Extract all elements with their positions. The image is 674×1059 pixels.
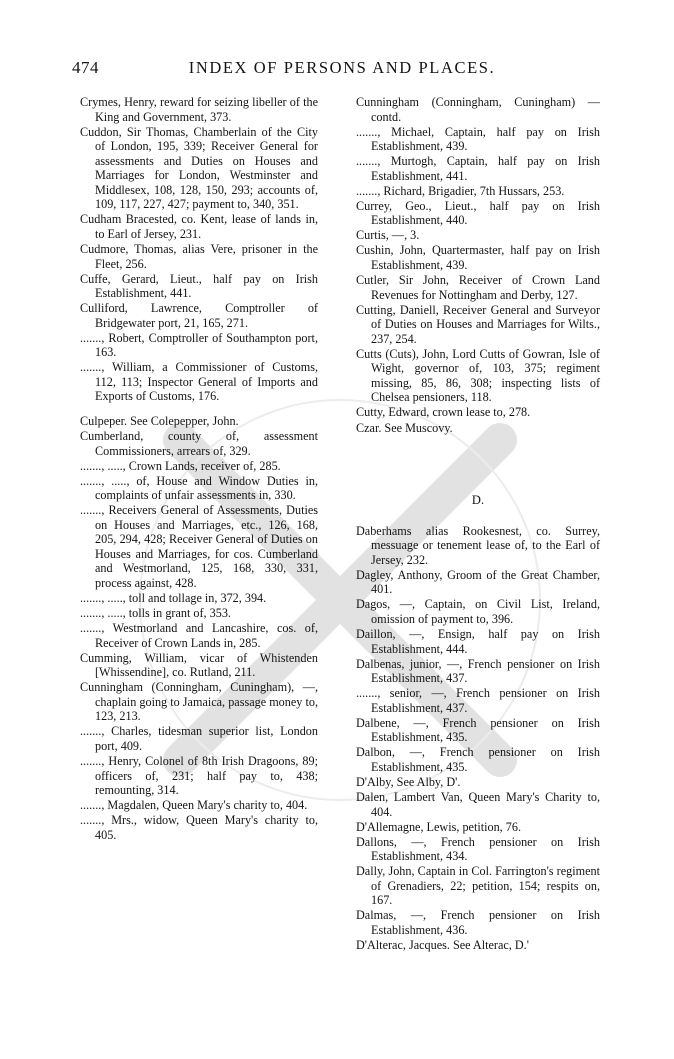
- index-entry: Cunningham (Conningham, Cuningham) —contd.: [356, 95, 600, 124]
- index-entry: Cutts (Cuts), John, Lord Cutts of Gowran, Isle of Wight, governor of, 103, 375; regiment missing, 85, 86, 308; inspecting lists of Chelsea pensioners, 118.: [356, 346, 600, 405]
- index-entry: Dalbene, —, French pensioner on Irish Establishment, 435.: [356, 715, 600, 745]
- index-entry: D'Allemagne, Lewis, petition, 76.: [356, 819, 522, 834]
- section-letter-heading: D.: [471, 493, 485, 508]
- index-entry: Cutty, Edward, crown lease to, 278.: [356, 405, 531, 420]
- running-title: INDEX OF PERSONS AND PLACES.: [188, 58, 496, 77]
- index-entry: Cushin, John, Quartermaster, half pay on Irish Establishment, 439.: [356, 243, 600, 273]
- index-entry: Dalen, Lambert Van, Queen Mary's Charity to, 404.: [356, 789, 600, 819]
- index-entry: Daillon, —, Ensign, half pay on Irish Establishment, 444.: [356, 626, 600, 656]
- index-entry: ......., ....., of, House and Window Duties in, complaints of unfair assessments in, 330.: [80, 473, 318, 503]
- index-entry: Cutting, Daniell, Receiver General and Surveyor of Duties on Houses and Marriages for Wilts., 237, 254.: [356, 302, 600, 346]
- index-entry: ......., ....., tolls in grant of, 353.: [80, 606, 231, 621]
- index-entry: Curtis, —, 3.: [356, 228, 420, 243]
- index-entry: Dallons, —, French pensioner on Irish Establishment, 434.: [356, 834, 600, 864]
- index-entry: ......., Westmorland and Lancashire, cos. of, Receiver of Crown Lands in, 285.: [80, 621, 318, 650]
- index-entry: ......., Receivers General of Assessments, Duties on Houses and Marriages, etc., 126, 168, 205, 294, 428; Receiver General of Duties on Houses and Marriages, for cos. Cumberland and Westmorland, 125, 168, 330, 331, process against, 428.: [80, 503, 318, 590]
- index-entry: ......., Magdalen, Queen Mary's charity to, 404.: [80, 798, 308, 813]
- page-header: [72, 58, 612, 82]
- index-entry: D'Alterac, Jacques. See Alterac, D.': [356, 937, 529, 952]
- index-entry: Cumberland, county of, assessment Commissioners, arrears of, 329.: [80, 429, 318, 458]
- index-entry: Culpeper. See Colepepper, John.: [80, 413, 239, 428]
- index-entry: Dalbenas, junior, —, French pensioner on Irish Establishment, 437.: [356, 656, 600, 686]
- index-entry: Dally, John, Captain in Col. Farrington's regiment of Grenadiers, 22; petition, 154; respits on, 167.: [356, 864, 600, 908]
- page-number: 474: [72, 58, 99, 77]
- index-entry: Cunningham (Conningham, Cuningham), —, chaplain going to Jamaica, passage money to, 123, 213.: [80, 680, 318, 724]
- index-entry: Currey, Geo., Lieut., half pay on Irish Establishment, 440.: [356, 198, 600, 228]
- index-entry: Cuddon, Sir Thomas, Chamberlain of the City of London, 195, 339; Receiver General for assessments and Duties on Houses and Marriages for London, Westminster and Middlesex, 108, 128, 150, 293; accounts of, 109, 117, 227, 427; payment to, 340, 351.: [80, 124, 318, 212]
- index-entry: ......., Robert, Comptroller of Southampton port, 163.: [80, 330, 318, 360]
- index-entry: ......., William, a Commissioner of Customs, 112, 113; Inspector General of Imports and Exports of Customs, 176.: [80, 360, 318, 404]
- index-entry: Cudham Bracested, co. Kent, lease of lands in, to Earl of Jersey, 231.: [80, 212, 318, 241]
- index-entry: ......., Michael, Captain, half pay on Irish Establishment, 439.: [356, 124, 600, 154]
- index-entry: ......., Henry, Colonel of 8th Irish Dragoons, 89; officers of, 231; half pay to, 438; remounting, 314.: [80, 754, 318, 798]
- index-entry: ......., ....., Crown Lands, receiver of, 285.: [80, 458, 281, 473]
- right-column: [356, 95, 600, 953]
- index-entry: ......., ....., toll and tollage in, 372, 394.: [80, 591, 267, 606]
- index-entry: Dagley, Anthony, Groom of the Great Chamber, 401.: [356, 567, 600, 597]
- index-entry: ......., Mrs., widow, Queen Mary's charity to, 405.: [80, 813, 318, 842]
- index-entry: Dagos, —, Captain, on Civil List, Ireland, omission of payment to, 396.: [356, 597, 600, 626]
- index-entry: Dalbon, —, French pensioner on Irish Establishment, 435.: [356, 745, 600, 774]
- index-entry: Cutler, Sir John, Receiver of Crown Land Revenues for Nottingham and Derby, 127.: [356, 273, 600, 302]
- index-entry: Dalmas, —, French pensioner on Irish Establishment, 436.: [356, 908, 600, 937]
- index-entry: ......., Richard, Brigadier, 7th Hussars, 253.: [356, 183, 565, 198]
- index-entry: Cumming, William, vicar of Whistenden [Whissendine], co. Rutland, 211.: [80, 650, 318, 680]
- index-entry: ......., Murtogh, Captain, half pay on Irish Establishment, 441.: [356, 154, 600, 183]
- index-entry: Cudmore, Thomas, alias Vere, prisoner in the Fleet, 256.: [80, 241, 318, 271]
- index-entry: Cuffe, Gerard, Lieut., half pay on Irish Establishment, 441.: [80, 271, 318, 301]
- left-column: [80, 95, 318, 843]
- index-entry: ......., Charles, tidesman superior list, London port, 409.: [80, 724, 318, 754]
- index-entry: Crymes, Henry, reward for seizing libeller of the King and Government, 373.: [80, 95, 318, 124]
- index-entry: Culliford, Lawrence, Comptroller of Bridgewater port, 21, 165, 271.: [80, 301, 318, 330]
- index-entry: ......., senior, —, French pensioner on Irish Establishment, 437.: [356, 686, 600, 715]
- index-entry: Daberhams alias Rookesnest, co. Surrey, messuage or tenement lease of, to the Earl of Jersey, 232.: [356, 523, 600, 567]
- index-entry: Czar. See Muscovy.: [356, 420, 453, 435]
- index-entry: D'Alby, See Alby, D'.: [356, 774, 461, 789]
